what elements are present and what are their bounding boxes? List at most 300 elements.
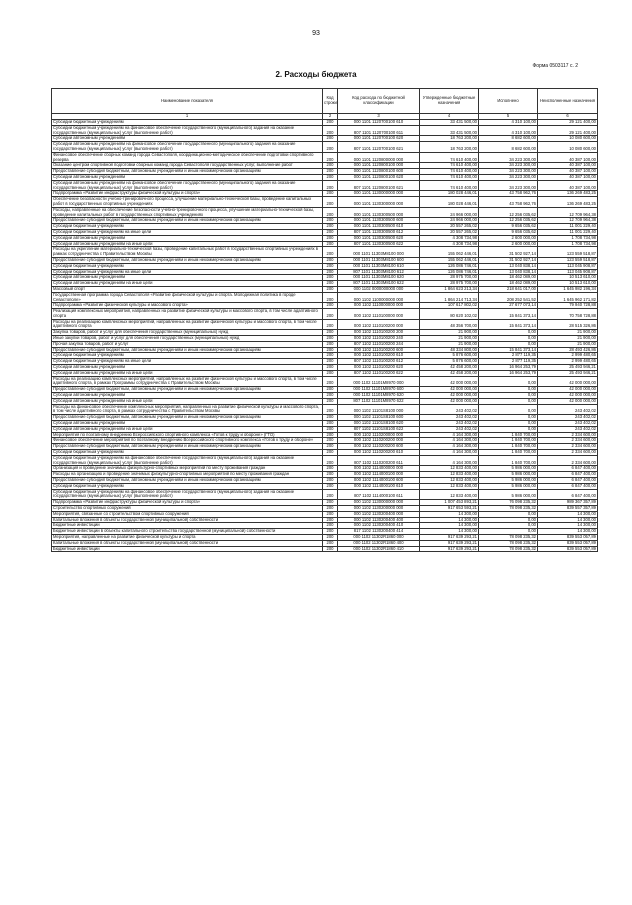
row-indicator-name: Предоставление субсидий бюджетным, автономным учреждениям и иным некоммерческим организациям — [52, 478, 323, 484]
row-line-code: 200 — [323, 152, 338, 163]
row-line-code: 200 — [323, 229, 338, 235]
row-indicator-name: Иные закупки товаров, работ и услуг для обеспечения государственных (муниципальных) нужд — [52, 336, 323, 342]
table-body — [52, 120, 598, 552]
row-indicator-name: Предоставление субсидий бюджетным, автономным учреждениям и иным некоммерческим организациям — [52, 169, 323, 175]
row-approved-amount: 74 610 400,00 — [420, 169, 479, 175]
row-unexecuted-amount: 10 513 610,00 — [538, 281, 598, 287]
row-approved-amount: 42 000 000,00 — [420, 376, 479, 387]
row-indicator-name: Субсидии бюджетным учреждениям — [52, 353, 323, 359]
row-approved-amount: 4 164 300,00 — [420, 450, 479, 456]
row-approved-amount: 917 639 293,21 — [420, 546, 479, 552]
row-classification-code: 000 1101 1120700100 610 — [338, 120, 420, 126]
row-approved-amount: 243 402,02 — [420, 404, 479, 415]
row-approved-amount: 20 557 265,02 — [420, 224, 479, 230]
column-number: 5 — [479, 114, 538, 120]
row-approved-amount: 28 975 700,00 — [420, 281, 479, 287]
row-unexecuted-amount: 243 402,02 — [538, 421, 598, 427]
row-unexecuted-amount: 113 045 908,87 — [538, 269, 598, 275]
table-row — [52, 319, 598, 330]
row-approved-amount: 5 876 600,00 — [420, 353, 479, 359]
row-unexecuted-amount: 2 334 600,00 — [538, 455, 598, 466]
row-approved-amount: 5 876 600,00 — [420, 359, 479, 365]
row-classification-code: 000 1102 11101S8100 620 — [338, 421, 420, 427]
row-approved-amount: 1 864 623 213,34 — [420, 286, 479, 292]
row-approved-amount: 243 402,02 — [420, 421, 479, 427]
row-indicator-name: Субсидии бюджетным учреждениям на иные цели — [52, 359, 323, 365]
row-executed-amount: 15 841 373,14 — [479, 319, 538, 330]
row-approved-amount: 20 557 265,02 — [420, 229, 479, 235]
row-classification-code: 807 1102 1110100200 244 — [338, 341, 420, 347]
row-line-code: 200 — [323, 359, 338, 365]
row-approved-amount: 1 007 453 893,21 — [420, 500, 479, 506]
row-unexecuted-amount: 243 402,02 — [538, 404, 598, 415]
row-classification-code: 807 1102 1110100200 622 — [338, 370, 420, 376]
row-approved-amount: 74 610 400,00 — [420, 174, 479, 180]
row-executed-amount: 12 256 035,62 — [479, 207, 538, 218]
row-indicator-name: Прочая закупка товаров, работ и услуг — [52, 341, 323, 347]
row-line-code: 200 — [323, 438, 338, 444]
row-approved-amount: 12 833 400,00 — [420, 466, 479, 472]
row-classification-code: 000 1101 1130300500 000 — [338, 207, 420, 218]
row-unexecuted-amount: 136 269 483,25 — [538, 191, 598, 197]
row-executed-amount: 0,00 — [479, 426, 538, 432]
row-classification-code: 000 1102 1114000000 000 — [338, 466, 420, 472]
row-indicator-name: Субсидии бюджетным учреждениям — [52, 483, 323, 489]
row-executed-amount: 208 252 541,52 — [479, 292, 538, 303]
table-row — [52, 207, 598, 218]
row-executed-amount: 31 502 927,14 — [479, 257, 538, 263]
row-classification-code: 807 1101 1120800100 621 — [338, 180, 420, 191]
row-indicator-name: Мероприятия, связанные со строительством спортивных сооружений — [52, 511, 323, 517]
row-executed-amount: 8 682 600,00 — [479, 136, 538, 142]
row-line-code: 200 — [323, 404, 338, 415]
row-unexecuted-amount: 14 300,00 — [538, 517, 598, 523]
row-unexecuted-amount: 2 334 600,00 — [538, 444, 598, 450]
row-unexecuted-amount: 14 300,00 — [538, 529, 598, 535]
row-approved-amount: 12 833 400,00 — [420, 472, 479, 478]
row-indicator-name: Субсидии автономным учреждениям на иные цели — [52, 281, 323, 287]
row-unexecuted-amount: 40 387 100,00 — [538, 163, 598, 169]
row-unexecuted-amount: 21 900,00 — [538, 330, 598, 336]
row-executed-amount: 18 462 089,00 — [479, 281, 538, 287]
row-classification-code: 000 1102 11101M8970 000 — [338, 376, 420, 387]
row-classification-code: 000 1102 1110100200 200 — [338, 330, 420, 336]
table-row — [52, 125, 598, 136]
row-line-code: 200 — [323, 478, 338, 484]
row-indicator-name: Субсидии бюджетным учреждениям — [52, 450, 323, 456]
row-line-code: 200 — [323, 387, 338, 393]
row-unexecuted-amount: 136 269 483,25 — [538, 197, 598, 208]
row-classification-code: 807 1101 1130300500 622 — [338, 241, 420, 247]
row-line-code: 200 — [323, 247, 338, 258]
row-executed-amount: 0,00 — [479, 517, 538, 523]
row-indicator-name: Мероприятия, направленные на развитие физической культуры и спорта — [52, 534, 323, 540]
row-indicator-name: Расходы на реализацию комплексных мероприятий, направленных на развитие физической культуры и массового спорта, в том числе адаптивного спорта, в рамках Программы сотрудничества с Правительством Москвы — [52, 376, 323, 387]
row-classification-code: 000 1102 1100000000 000 — [338, 292, 420, 303]
row-approved-amount: 4 164 300,00 — [420, 432, 479, 438]
row-unexecuted-amount: 42 000 000,00 — [538, 393, 598, 399]
row-unexecuted-amount: 839 553 057,89 — [538, 546, 598, 552]
row-approved-amount: 28 975 700,00 — [420, 275, 479, 281]
row-approved-amount: 126 086 746,01 — [420, 263, 479, 269]
row-line-code: 200 — [323, 191, 338, 197]
row-executed-amount: 218 641 017,00 — [479, 286, 538, 292]
row-line-code: 200 — [323, 263, 338, 269]
row-classification-code: 000 1102 11101S8100 000 — [338, 404, 420, 415]
row-unexecuted-amount: 40 387 100,00 — [538, 174, 598, 180]
row-classification-code: 000 1101 1120700100 620 — [338, 136, 420, 142]
row-approved-amount: 42 000 000,00 — [420, 398, 479, 404]
row-approved-amount: 42 000 000,00 — [420, 393, 479, 399]
row-classification-code: 000 1102 1130200000 000 — [338, 505, 420, 511]
row-indicator-name: Субсидии бюджетным учреждениям на финансовое обеспечение государственного (муниципального) задания на оказание государственных (муниципальных) услуг (выполнение работ) — [52, 125, 323, 136]
row-executed-amount: 0,00 — [479, 387, 538, 393]
row-line-code: 200 — [323, 347, 338, 353]
row-unexecuted-amount: 28 493 426,86 — [538, 347, 598, 353]
row-unexecuted-amount: 10 080 600,00 — [538, 142, 598, 153]
row-line-code: 200 — [323, 353, 338, 359]
header-approved: Утвержденные бюджетные назначения — [420, 89, 479, 114]
row-executed-amount: 1 840 700,00 — [479, 432, 538, 438]
row-unexecuted-amount: 839 557 357,89 — [538, 505, 598, 511]
table-header-row — [52, 89, 598, 114]
row-classification-code: 000 1102 1110100000 000 — [338, 309, 420, 320]
row-classification-code: 000 1101 11303M8100 610 — [338, 263, 420, 269]
row-executed-amount: 4 310 100,00 — [479, 120, 538, 126]
row-classification-code: 807 1101 1120700100 611 — [338, 125, 420, 136]
row-approved-amount: 48 334 800,00 — [420, 347, 479, 353]
row-indicator-name: Массовый спорт — [52, 286, 323, 292]
row-executed-amount: 15 841 373,14 — [479, 309, 538, 320]
row-unexecuted-amount: 243 402,02 — [538, 426, 598, 432]
row-indicator-name: Мероприятия по поэтапному внедрению Всероссийского спортивного комплекса «Готов к труду и обороне» (ГТО) — [52, 432, 323, 438]
row-executed-amount: 4 310 100,00 — [479, 125, 538, 136]
row-executed-amount: 0,00 — [479, 529, 538, 535]
row-executed-amount: 34 223 300,00 — [479, 174, 538, 180]
row-approved-amount: 1 864 214 713,34 — [420, 292, 479, 303]
row-line-code: 200 — [323, 415, 338, 421]
row-classification-code: 000 1101 11303M8100 600 — [338, 257, 420, 263]
row-unexecuted-amount: 40 387 100,00 — [538, 180, 598, 191]
row-approved-amount: 42 000 000,00 — [420, 387, 479, 393]
row-unexecuted-amount: 14 300,00 — [538, 511, 598, 517]
row-approved-amount: 24 966 000,00 — [420, 218, 479, 224]
row-unexecuted-amount: 2 334 600,00 — [538, 450, 598, 456]
row-unexecuted-amount: 839 553 057,89 — [538, 540, 598, 546]
row-classification-code: 807 1102 11101M8970 622 — [338, 398, 420, 404]
row-executed-amount: 8 682 600,00 — [479, 142, 538, 153]
row-executed-amount: 15 841 373,14 — [479, 347, 538, 353]
row-unexecuted-amount: 25 493 946,21 — [538, 365, 598, 371]
row-classification-code: 000 1101 11303M8100 620 — [338, 275, 420, 281]
row-indicator-name: Строительство спортивных сооружений — [52, 505, 323, 511]
row-indicator-name: Субсидии автономным учреждениям на иные цели — [52, 370, 323, 376]
row-unexecuted-amount: 6 847 400,00 — [538, 466, 598, 472]
row-line-code: 200 — [323, 180, 338, 191]
row-line-code: 200 — [323, 136, 338, 142]
row-line-code: 200 — [323, 529, 338, 535]
row-unexecuted-amount: 70 758 728,88 — [538, 309, 598, 320]
row-unexecuted-amount: 113 045 908,87 — [538, 263, 598, 269]
row-line-code: 200 — [323, 534, 338, 540]
row-unexecuted-amount: 29 121 400,00 — [538, 120, 598, 126]
row-line-code: 200 — [323, 257, 338, 263]
row-indicator-name: Субсидии автономным учреждениям — [52, 365, 323, 371]
row-line-code: 200 — [323, 517, 338, 523]
row-classification-code: 000 1101 1130300000 000 — [338, 197, 420, 208]
row-executed-amount: 76 098 235,32 — [479, 500, 538, 506]
row-approved-amount: 14 300,00 — [420, 517, 479, 523]
column-number: 2 — [323, 114, 338, 120]
row-indicator-name: Подпрограмма «Развитие физической культуры и массового спорта» — [52, 303, 323, 309]
row-line-code: 200 — [323, 370, 338, 376]
row-executed-amount: 0,00 — [479, 376, 538, 387]
row-unexecuted-amount: 2 334 600,00 — [538, 438, 598, 444]
row-line-code: 200 — [323, 330, 338, 336]
row-classification-code: 000 1101 1130300500 600 — [338, 218, 420, 224]
row-line-code: 200 — [323, 174, 338, 180]
row-line-code: 200 — [323, 444, 338, 450]
row-unexecuted-amount: 2 334 600,00 — [538, 432, 598, 438]
row-line-code: 200 — [323, 511, 338, 517]
row-approved-amount: 18 763 200,00 — [420, 136, 479, 142]
row-unexecuted-amount: 1 708 734,98 — [538, 235, 598, 241]
row-indicator-name: Бюджетные инвестиции — [52, 546, 323, 552]
row-classification-code: 000 1102 1130000000 000 — [338, 500, 420, 506]
row-unexecuted-amount: 29 121 400,00 — [538, 125, 598, 136]
row-classification-code: 000 1102 11302R1860 410 — [338, 546, 420, 552]
row-indicator-name: Финансовое обеспечение сборных команд города Севастополя, координационно-методическое обеспечение подготовки спортивного резерва — [52, 152, 323, 163]
row-approved-amount: 12 833 400,00 — [420, 489, 479, 500]
row-classification-code: 000 1101 1130300500 620 — [338, 235, 420, 241]
row-line-code: 200 — [323, 169, 338, 175]
row-line-code: 200 — [323, 319, 338, 330]
row-executed-amount: 1 840 700,00 — [479, 455, 538, 466]
row-classification-code: 000 1102 0000000000 000 — [338, 286, 420, 292]
row-classification-code: 000 1102 1114000100 600 — [338, 478, 420, 484]
row-indicator-name: Субсидии автономным учреждениям на иные цели — [52, 241, 323, 247]
row-executed-amount: 0,00 — [479, 523, 538, 529]
row-unexecuted-amount: 6 847 400,00 — [538, 478, 598, 484]
table-row — [52, 152, 598, 163]
row-approved-amount: 74 610 400,00 — [420, 152, 479, 163]
row-approved-amount: 18 763 200,00 — [420, 142, 479, 153]
row-unexecuted-amount: 2 999 480,65 — [538, 359, 598, 365]
row-approved-amount: 33 431 500,00 — [420, 120, 479, 126]
row-unexecuted-amount: 25 493 946,21 — [538, 370, 598, 376]
row-indicator-name: Бюджетные инвестиции в объекты капитального строительства государственной (муниципальной) собственности — [52, 529, 323, 535]
row-approved-amount: 107 617 802,02 — [420, 303, 479, 309]
row-classification-code: 807 1102 1114000100 611 — [338, 489, 420, 500]
row-approved-amount: 4 308 734,98 — [420, 235, 479, 241]
row-classification-code: 000 1101 1130300500 610 — [338, 224, 420, 230]
row-executed-amount: 2 600 000,00 — [479, 235, 538, 241]
row-indicator-name: Субсидии бюджетным учреждениям на финансовое обеспечение государственного (муниципального) задания на оказание государственных (муниципальных) услуг (выполнение работ) — [52, 455, 323, 466]
table-row — [52, 247, 598, 258]
row-approved-amount: 180 028 446,01 — [420, 191, 479, 197]
row-indicator-name: Предоставление субсидий бюджетным, автономным учреждениям и иным некоммерческим организациям — [52, 444, 323, 450]
row-classification-code: 000 1102 1110200200 610 — [338, 450, 420, 456]
row-line-code: 200 — [323, 376, 338, 387]
row-unexecuted-amount: 12 709 964,38 — [538, 218, 598, 224]
row-line-code: 200 — [323, 393, 338, 399]
row-line-code: 200 — [323, 235, 338, 241]
row-line-code: 200 — [323, 540, 338, 546]
table-row — [52, 376, 598, 387]
table-row — [52, 309, 598, 320]
table-row — [52, 142, 598, 153]
row-approved-amount: 12 833 400,00 — [420, 483, 479, 489]
row-classification-code: 000 1101 1120800000 000 — [338, 152, 420, 163]
header-indicator-name: Наименование показателя — [52, 89, 323, 114]
row-classification-code: 000 1101 1130000000 000 — [338, 191, 420, 197]
row-line-code: 200 — [323, 450, 338, 456]
row-classification-code: 000 1102 1110100200 620 — [338, 365, 420, 371]
row-classification-code: 000 1102 11302R1860 400 — [338, 540, 420, 546]
row-executed-amount: 9 656 035,62 — [479, 229, 538, 235]
row-approved-amount: 74 610 400,00 — [420, 180, 479, 191]
row-unexecuted-amount: 42 000 000,00 — [538, 376, 598, 387]
row-unexecuted-amount: 6 847 400,00 — [538, 472, 598, 478]
row-line-code: 200 — [323, 432, 338, 438]
row-line-code: 200 — [323, 281, 338, 287]
header-classification-code: Код расхода по бюджетной классификации — [338, 89, 420, 114]
row-line-code: 200 — [323, 341, 338, 347]
row-indicator-name: Субсидии автономным учреждениям — [52, 235, 323, 241]
row-approved-amount: 14 300,00 — [420, 523, 479, 529]
row-unexecuted-amount: 79 940 728,88 — [538, 303, 598, 309]
row-executed-amount: 5 986 000,00 — [479, 466, 538, 472]
row-classification-code: 000 1102 1110200200 600 — [338, 444, 420, 450]
table-row — [52, 292, 598, 303]
row-executed-amount: 0,00 — [479, 404, 538, 415]
row-unexecuted-amount: 10 513 610,00 — [538, 275, 598, 281]
row-executed-amount: 0,00 — [479, 330, 538, 336]
row-classification-code: 000 1102 11101M8970 600 — [338, 387, 420, 393]
row-approved-amount: 21 900,00 — [420, 341, 479, 347]
row-line-code: 200 — [323, 163, 338, 169]
column-number: 4 — [420, 114, 479, 120]
row-indicator-name: Субсидии автономным учреждениям на иные цели — [52, 398, 323, 404]
row-approved-amount: 80 620 102,02 — [420, 309, 479, 320]
column-number: 6 — [538, 114, 598, 120]
row-unexecuted-amount: 11 001 229,40 — [538, 229, 598, 235]
row-classification-code: 807 1101 11303M8100 612 — [338, 269, 420, 275]
row-indicator-name: Субсидии бюджетным учреждениям на иные цели — [52, 229, 323, 235]
row-unexecuted-amount: 21 900,00 — [538, 341, 598, 347]
row-indicator-name: Субсидии автономным учреждениям — [52, 275, 323, 281]
row-classification-code: 000 1102 1110100200 610 — [338, 353, 420, 359]
row-unexecuted-amount: 1 645 962 171,82 — [538, 292, 598, 303]
row-classification-code: 000 1102 1130200400 400 — [338, 517, 420, 523]
row-approved-amount: 4 308 734,98 — [420, 241, 479, 247]
row-line-code: 200 — [323, 207, 338, 218]
row-approved-amount: 4 164 300,00 — [420, 438, 479, 444]
row-classification-code: 000 1102 1130200400 000 — [338, 511, 420, 517]
row-approved-amount: 243 402,02 — [420, 415, 479, 421]
row-indicator-name: Субсидии бюджетным учреждениям — [52, 263, 323, 269]
row-indicator-name: Расходы на финансовое обеспечение комплексных мероприятий, направленных на развитие физической культуры и массового спорта, в том числе адаптивного спорта, в рамках сотрудничества с Правительством Москвы — [52, 404, 323, 415]
row-indicator-name: Подпрограмма «Развитие инфраструктуры физической культуры и спорта» — [52, 191, 323, 197]
row-classification-code: 000 1102 1114000100 000 — [338, 472, 420, 478]
row-unexecuted-amount: 6 847 400,00 — [538, 489, 598, 500]
row-classification-code: 000 1101 11303M8100 000 — [338, 247, 420, 258]
row-indicator-name: Расходы на укрепление материально-технической базы, проведение капитальных работ в государственных спортивных учреждениях в рамках сотрудничества с Правительством Москвы — [52, 247, 323, 258]
row-executed-amount: 27 677 073,14 — [479, 303, 538, 309]
row-line-code: 200 — [323, 275, 338, 281]
row-indicator-name: Субсидии автономным учреждениям на финансовое обеспечение государственного (муниципального) задания на оказание государственных (муниципальных) услуг (выполнение работ) — [52, 142, 323, 153]
row-indicator-name: Подпрограмма «Развитие инфраструктуры физической культуры и спорта» — [52, 500, 323, 506]
row-line-code: 200 — [323, 426, 338, 432]
row-indicator-name: Реализация комплексных мероприятий, направленных на развитие физической культуры и массового спорта, в том числе адаптивного спорта — [52, 309, 323, 320]
row-executed-amount: 12 256 035,62 — [479, 218, 538, 224]
row-unexecuted-amount: 1 645 982 196,34 — [538, 286, 598, 292]
row-indicator-name: Капитальные вложения в объекты государственной (муниципальной) собственности — [52, 540, 323, 546]
row-classification-code: 817 1102 1130200400 414 — [338, 529, 420, 535]
row-line-code: 200 — [323, 523, 338, 529]
row-unexecuted-amount: 1 708 734,98 — [538, 241, 598, 247]
row-approved-amount: 21 900,00 — [420, 330, 479, 336]
row-line-code: 200 — [323, 197, 338, 208]
row-approved-amount: 21 900,00 — [420, 336, 479, 342]
row-unexecuted-amount: 11 001 229,40 — [538, 224, 598, 230]
row-indicator-name: Предоставление субсидий бюджетным, автономным учреждениям и иным некоммерческим организациям — [52, 257, 323, 263]
row-line-code: 200 — [323, 546, 338, 552]
row-classification-code: 807 1102 11101S8100 622 — [338, 426, 420, 432]
row-indicator-name: Предоставление субсидий бюджетным, автономным учреждениям и иным некоммерческим организациям — [52, 218, 323, 224]
row-executed-amount: 5 986 000,00 — [479, 489, 538, 500]
row-classification-code: 807 1102 1110200200 611 — [338, 455, 420, 466]
row-classification-code: 807 1102 1110100200 612 — [338, 359, 420, 365]
row-classification-code: 000 1102 11101S8100 600 — [338, 415, 420, 421]
row-line-code: 200 — [323, 292, 338, 303]
row-classification-code: 000 1102 11302R1860 000 — [338, 534, 420, 540]
row-classification-code: 000 1102 1110200000 000 — [338, 432, 420, 438]
row-executed-amount: 78 098 235,32 — [479, 540, 538, 546]
page-number: 93 — [312, 30, 320, 37]
row-executed-amount: 43 758 962,76 — [479, 197, 538, 208]
row-approved-amount: 42 458 200,00 — [420, 370, 479, 376]
row-approved-amount: 24 966 000,00 — [420, 207, 479, 218]
row-classification-code: 000 1102 1110100200 000 — [338, 319, 420, 330]
row-executed-amount: 0,00 — [479, 421, 538, 427]
row-line-code: 200 — [323, 286, 338, 292]
row-executed-amount: 5 986 000,00 — [479, 483, 538, 489]
row-unexecuted-amount: 12 709 964,38 — [538, 207, 598, 218]
expenditure-table — [51, 88, 598, 552]
row-line-code: 200 — [323, 218, 338, 224]
row-approved-amount: 4 164 300,00 — [420, 455, 479, 466]
row-executed-amount: 78 098 235,32 — [479, 505, 538, 511]
row-approved-amount: 14 300,00 — [420, 511, 479, 517]
table-row — [52, 489, 598, 500]
row-indicator-name: Субсидии бюджетным учреждениям — [52, 120, 323, 126]
row-line-code: 200 — [323, 505, 338, 511]
row-approved-amount: 917 639 293,21 — [420, 534, 479, 540]
column-number: 3 — [338, 114, 420, 120]
row-executed-amount: 5 986 000,00 — [479, 472, 538, 478]
row-line-code: 200 — [323, 224, 338, 230]
row-line-code: 200 — [323, 336, 338, 342]
row-line-code: 200 — [323, 241, 338, 247]
row-executed-amount: 34 223 300,00 — [479, 169, 538, 175]
row-executed-amount: 16 964 253,79 — [479, 370, 538, 376]
row-line-code: 200 — [323, 421, 338, 427]
row-unexecuted-amount: 14 300,00 — [538, 523, 598, 529]
header-executed: Исполнено — [479, 89, 538, 114]
row-classification-code: 000 1102 1110100200 600 — [338, 347, 420, 353]
row-approved-amount: 4 164 300,00 — [420, 444, 479, 450]
